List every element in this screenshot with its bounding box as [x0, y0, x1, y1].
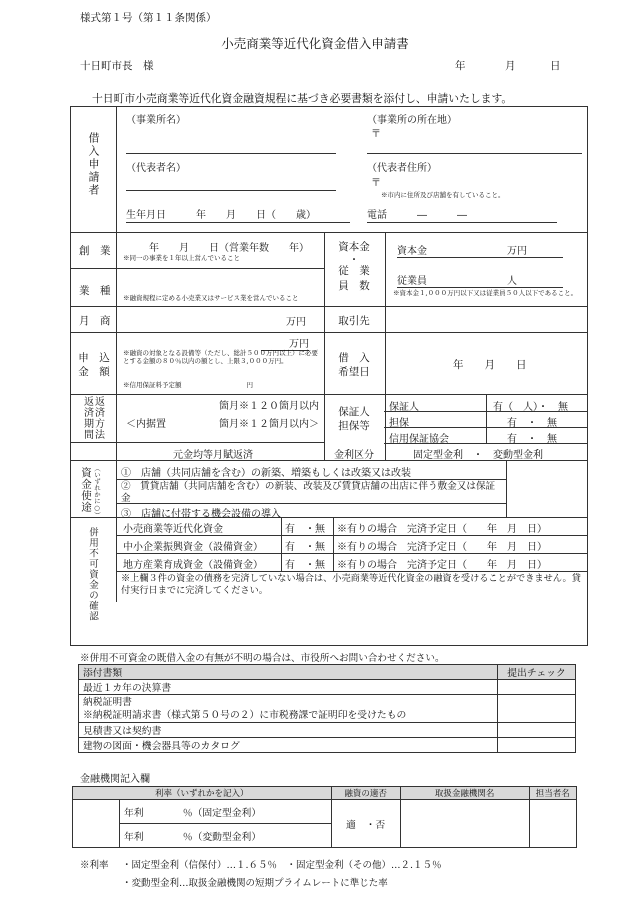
- combined-note-2[interactable]: ※有りの場合 完済予定日（ 年 月 日）: [337, 542, 547, 553]
- col-person: 担当者名: [529, 787, 576, 800]
- attachment-check[interactable]: [498, 695, 576, 723]
- repay-label: 返返 済済 期方 間法: [84, 397, 106, 441]
- capital-field[interactable]: 資本金 万円: [397, 242, 563, 258]
- business-name-label: （事業所名）: [126, 115, 186, 126]
- postal-mark-2: 〒: [371, 178, 381, 189]
- combined-note-3[interactable]: ※有りの場合 完済予定日（ 年 月 日）: [337, 560, 547, 571]
- combined-name-3: 地方産業育成資金（設備資金）: [123, 560, 263, 571]
- combined-yn-1[interactable]: 有 ・無: [285, 524, 325, 535]
- employees-label: 従 業 員 数: [338, 265, 370, 292]
- date-day: 日: [550, 60, 561, 72]
- combined-yn-3[interactable]: 有 ・無: [285, 560, 325, 571]
- combined-yn-2[interactable]: 有 ・無: [285, 542, 325, 553]
- combined-name-1: 小売商業等近代化資金: [123, 524, 223, 535]
- guarantor-value[interactable]: 有（ 人）・ 無: [493, 402, 568, 413]
- rate-notes-line2: ・変動型金利…取扱金融機関の短期プライムレートに準じた率: [122, 878, 388, 889]
- representative-label: （代表者名）: [126, 163, 186, 174]
- bank-name-field[interactable]: [400, 800, 529, 848]
- founding-note: ※同一の事業を１年以上営んでいること: [123, 254, 240, 262]
- birthdate-field[interactable]: 生年月日 年 月 日（ 歳）: [126, 206, 350, 223]
- collateral-value[interactable]: 有 ・ 無: [507, 418, 557, 429]
- applicant-label: 借入申請者: [87, 132, 100, 197]
- fixed-rate-row[interactable]: 年利 ％（固定型金利）: [120, 800, 332, 824]
- attachments-table: [78, 664, 576, 753]
- employees-field[interactable]: 従業員 人: [397, 272, 563, 288]
- col-bank: 取扱金融機関名: [400, 787, 529, 800]
- combined-footer: ※上欄３件の資金の債務を完済していない場合は、小売商業等近代化資金の融資を受けることができません。貸付実行日までに完済してください。: [121, 573, 581, 596]
- monthly-sales-label: 月 商: [79, 315, 111, 327]
- rate-notes-label: ※利率: [80, 860, 109, 871]
- bank-section-title: 金融機関記入欄: [80, 774, 150, 785]
- attachment-check[interactable]: [498, 723, 576, 738]
- founding-value[interactable]: 年 月 日（営業年数 年）: [149, 243, 309, 254]
- amount-field[interactable]: 万円: [261, 335, 309, 351]
- approval-value[interactable]: 適 ・否: [331, 800, 400, 848]
- use-item-1[interactable]: ① 店舗（共同店舗を含む）の新築、増築もしくは改築又は改装: [121, 468, 411, 479]
- rep-address-label: （代表者住所）: [367, 163, 437, 174]
- col-rate: 利率（いずれかを記入）: [73, 787, 332, 800]
- business-name-field[interactable]: [126, 153, 336, 154]
- attachments-header: 添付書類: [79, 665, 498, 680]
- guarantee-fee-note: ※信用保証料予定額 円: [123, 381, 253, 389]
- deferral-label: ＜内据置: [126, 419, 166, 430]
- bank-label: 取引先: [338, 315, 370, 327]
- founding-label: 創 業: [79, 245, 111, 257]
- attachment-check[interactable]: [498, 738, 576, 753]
- amount-note: ※融資の対象となる設備等（ただし、総計５００万円以上）に必要とする金額の８０％以内の額とし、上限３,０００万円。: [123, 349, 318, 365]
- use-label: 資金使途: [80, 467, 92, 513]
- repay-months[interactable]: 箇月※１２０箇月以内: [219, 401, 319, 412]
- residency-note: ※市内に住所及び店舗を有していること。: [381, 191, 505, 199]
- guarantor-label: 保証人 担保等: [338, 406, 370, 432]
- business-address-label: （事業所の所在地）: [367, 115, 457, 126]
- collateral-row: 担保: [389, 418, 409, 429]
- guarantor-row: 保証人: [389, 402, 419, 413]
- combined-label: 併用不可資金の確認: [87, 527, 98, 622]
- attachment-item: 最近１カ年の決算書: [79, 680, 498, 695]
- person-field[interactable]: [529, 800, 576, 848]
- variable-rate-row[interactable]: 年利 ％（変動型金利）: [120, 824, 332, 848]
- industry-label: 業 種: [79, 285, 111, 297]
- date-month: 月: [505, 60, 516, 72]
- capital-label: 資本金: [338, 241, 370, 253]
- business-address-field[interactable]: [367, 153, 582, 154]
- attachment-item: 納税証明書 ※納税証明請求書（様式第５０号の２）に市税務課で証明印を受けたもの: [79, 695, 498, 723]
- date-year: 年: [455, 60, 466, 72]
- representative-field[interactable]: [126, 190, 336, 191]
- monthly-sales-unit: 万円: [286, 317, 306, 328]
- attachment-item: 建物の図面・機会器具等のカタログ: [79, 738, 498, 753]
- rate-notes-line1: ・固定型金利（信保付）…１.６５％ ・固定型金利（その他）…２.１５％: [122, 860, 442, 871]
- desired-date-label: 借 入 希望日: [338, 352, 370, 378]
- combined-note-1[interactable]: ※有りの場合 完済予定日（ 年 月 日）: [337, 524, 547, 535]
- applicant-label-cell: [71, 107, 117, 232]
- capital-note: ※資本金１,０００万円以下又は従業員５０人以下であること。: [393, 289, 578, 297]
- check-header: 提出チェック: [498, 665, 576, 680]
- col-approval: 融資の適否: [331, 787, 400, 800]
- bank-table: [72, 786, 577, 848]
- attachment-check[interactable]: [498, 680, 576, 695]
- credit-assoc-value[interactable]: 有 ・ 無: [507, 434, 557, 445]
- form-title: 小売商業等近代化資金借入申請書: [221, 36, 409, 51]
- attachment-item: 見積書又は契約書: [79, 723, 498, 738]
- addressee: 十日町市長 様: [80, 60, 154, 72]
- repay-method: 元金均等月賦返済: [173, 450, 253, 461]
- desired-date-value[interactable]: 年 月 日: [453, 359, 527, 371]
- credit-assoc-row: 信用保証協会: [389, 434, 449, 445]
- use-label-note: （いずれかに○）: [93, 465, 101, 519]
- use-item-3[interactable]: ③ 店舗に付帯する機会設備の導入: [121, 509, 281, 520]
- form-number: 様式第１号（第１１条関係）: [80, 12, 217, 24]
- rate-value[interactable]: 固定型金利 ・ 変動型金利: [413, 450, 543, 461]
- postal-mark-1: 〒: [371, 129, 381, 140]
- phone-field[interactable]: 電話 ― ―: [367, 206, 557, 223]
- deferral-months[interactable]: 箇月※１２箇月以内＞: [219, 419, 319, 430]
- industry-note: ※融資規程に定める小売業又はサービス業を営んでいること: [123, 294, 299, 302]
- capital-dot: ・: [349, 255, 359, 266]
- inquiry-note: ※併用不可資金の既借入金の有無が不明の場合は、市役所へお問い合わせください。: [80, 653, 445, 664]
- amount-label: 申 込 金 額: [78, 352, 110, 378]
- combined-name-2: 中小企業振興資金（設備資金）: [123, 542, 263, 553]
- application-form: [70, 106, 588, 646]
- rate-label: 金利区分: [334, 450, 374, 461]
- use-item-2[interactable]: ② 賃貸店舗（共同店舗を含む）の新装、改装及び賃貸店舗の出店に伴う敷金又は保証金: [121, 481, 496, 504]
- intro-text: 十日町市小売商業等近代化資金融資規程に基づき必要書類を添付し、申請いたします。: [92, 92, 513, 105]
